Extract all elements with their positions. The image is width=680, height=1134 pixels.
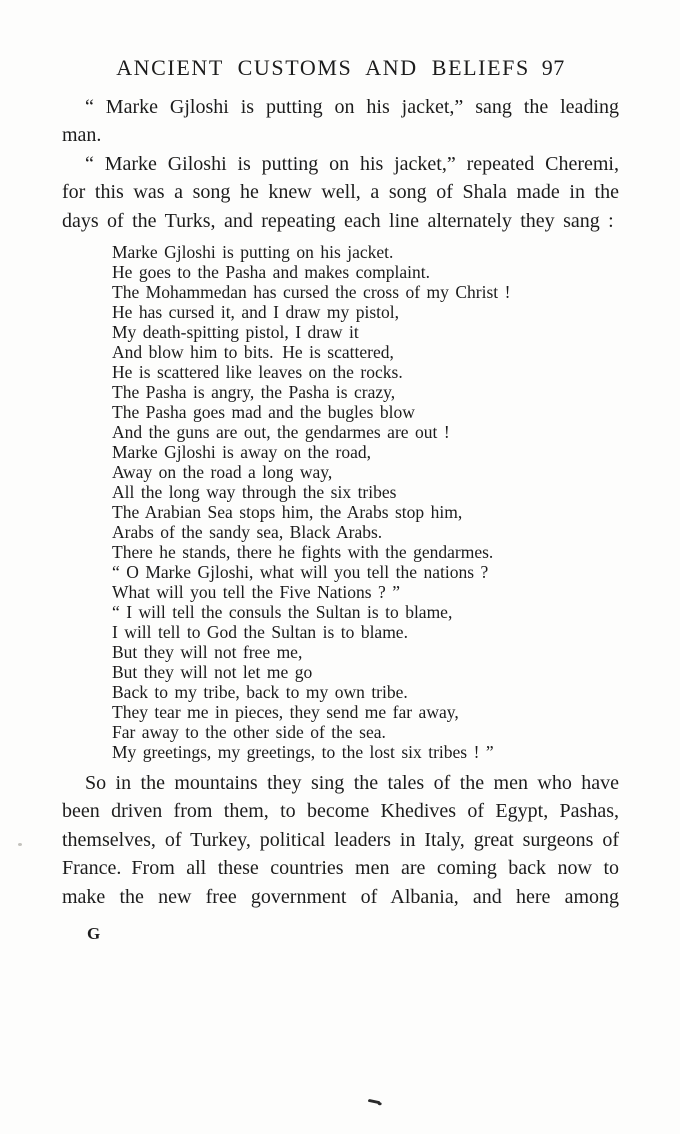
verse-line: Marke Gjloshi is putting on his jacket.	[112, 242, 394, 263]
paragraph-2: “ Marke Giloshi is putting on his jacket,” repeated Cheremi, for this was a song he knew well, a song of Shala made in the days of the Turks, and repeating each line alternately they sang :	[62, 152, 619, 232]
verse-line: Away on the road a long way,	[112, 462, 333, 483]
verse-line: But they will not let me go	[112, 662, 313, 683]
verse-line: My death-spitting pistol, I draw it	[112, 322, 359, 343]
verse-line: “ O Marke Gjloshi, what will you tell the nations ?	[112, 562, 489, 583]
verse-line: And the guns are out, the gendarmes are out !	[112, 422, 450, 443]
verse-line: Back to my tribe, back to my own tribe.	[112, 682, 408, 703]
verse-line: But they will not free me,	[112, 642, 303, 663]
verse-line: What will you tell the Five Nations ? ”	[112, 582, 400, 603]
scan-artifact-dash	[368, 1099, 380, 1104]
verse-line: The Mohammedan has cursed the cross of my Christ !	[112, 282, 511, 303]
verse-line: The Pasha is angry, the Pasha is crazy,	[112, 382, 396, 403]
verse-line: The Arabian Sea stops him, the Arabs stop him,	[112, 502, 463, 523]
verse-line: I will tell to God the Sultan is to blame.	[112, 622, 408, 643]
verse-line: The Pasha goes mad and the bugles blow	[112, 402, 415, 423]
verse-line: They tear me in pieces, they send me far away,	[112, 702, 459, 723]
page-content	[62, 54, 619, 944]
verse-line: My greetings, my greetings, to the lost six tribes ! ”	[112, 742, 494, 763]
song-verse-block	[112, 242, 619, 762]
chapter-title: ANCIENT CUSTOMS AND BELIEFS	[116, 55, 530, 80]
verse-line: And blow him to bits. He is scattered,	[112, 342, 394, 363]
paragraph-1: “ Marke Gjloshi is putting on his jacket,” sang the leading man.	[62, 96, 619, 147]
printer-signature-mark: G	[87, 924, 102, 944]
verse-line: There he stands, there he fights with the gendarmes.	[112, 542, 494, 563]
scan-artifact-speck	[18, 843, 22, 846]
verse-line: All the long way through the six tribes	[112, 482, 397, 503]
verse-line: Marke Gjloshi is away on the road,	[112, 442, 372, 463]
verse-line: Far away to the other side of the sea.	[112, 722, 386, 743]
page-number: 97	[541, 55, 565, 80]
verse-line: He is scattered like leaves on the rocks.	[112, 362, 403, 383]
verse-line: He has cursed it, and I draw my pistol,	[112, 302, 400, 323]
verse-line: Arabs of the sandy sea, Black Arabs.	[112, 522, 383, 543]
verse-line: He goes to the Pasha and makes complaint.	[112, 262, 430, 283]
running-header	[62, 54, 619, 82]
verse-line: “ I will tell the consuls the Sultan is to blame,	[112, 602, 453, 623]
paragraph-3: So in the mountains they sing the tales of the men who have been driven from them, to become Khedives of Egypt, Pashas, themselves, of Turkey, political leaders in Italy, great surgeons of France. From all these countries men are coming back now to make the new free government of Albania, and here among	[62, 772, 619, 908]
